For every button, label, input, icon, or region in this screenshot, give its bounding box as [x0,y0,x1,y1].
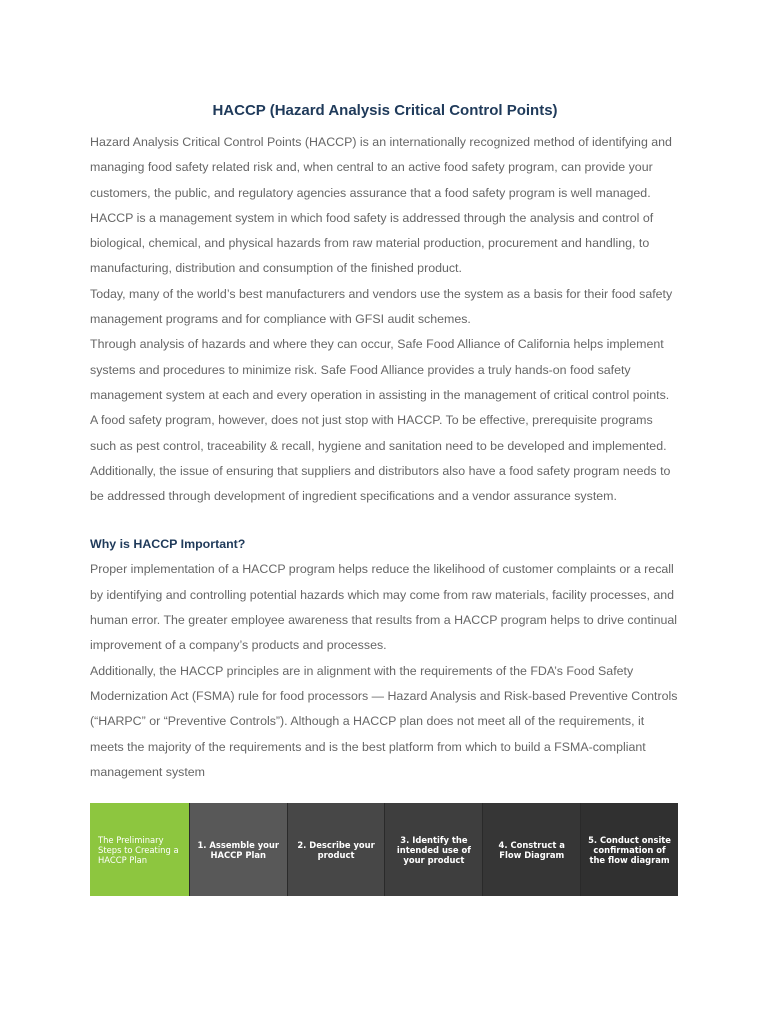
step-2-label: 2. Describe your product [288,803,386,896]
step-5-label: 5. Conduct onsite confirmation of the flow diagram [581,803,678,896]
step-1-label: 1. Assemble your HACCP Plan [190,803,288,896]
step-3-label: 3. Identify the intended use of your product [385,803,483,896]
step-4-label: 4. Construct a Flow Diagram [483,803,581,896]
title-expansion: (Hazard Analysis Critical Control Points) [265,102,558,119]
section-paragraph: Additionally, the HACCP principles are in alignment with the requirements of the FDA’s Food Safety Modernization Act (FSMA) rule for food processors — Hazard Analysis and Risk-based Preventive Controls (“HARPC” or “Preventive Controls”). Although a HACCP plan does not meet all of the requirements, it meets the majority of the requirements and is the best platform from which to build a FSMA-compliant management system [90,663,678,779]
intro-paragraph: Today, many of the world’s best manufacturers and vendors use the system as a basis for their food safety management programs and for compliance with GFSI audit schemes. [90,286,673,327]
haccp-steps-banner [90,803,678,896]
intro-paragraph: HACCP is a management system in which food safety is addressed through the analysis and control of biological, chemical, and physical hazards from raw material production, procurement and handling, to manufacturing, distribution and consumption of the finished product. [90,210,654,276]
intro-paragraph: Additionally, the issue of ensuring that suppliers and distributors also have a food safety program needs to be addressed through development of ingredient specifications and a vendor assurance system. [90,463,671,504]
section-heading: Why is HACCP Important? [90,537,246,552]
intro-paragraph: A food safety program, however, does not just stop with HACCP. To be effective, prerequisite programs such as pest control, traceability & recall, hygiene and sanitation need to be developed and implemented. [90,413,667,453]
section-paragraph: Proper implementation of a HACCP program helps reduce the likelihood of customer complaints or a recall by identifying and controlling potential hazards which may come from raw materials, facility processes, and human error. The greater employee awareness that results from a HACCP program helps to drive continual improvement of a company’s products and processes. [90,562,678,653]
intro-paragraph: Through analysis of hazards and where they can occur, Safe Food Alliance of California helps implement systems and procedures to minimize risk. Safe Food Alliance provides a truly hands-on food safety management system at each and every operation in assisting in the management of critical control points. [90,337,670,402]
title-acronym: HACCP [212,102,266,119]
steps-intro-label: The Preliminary Steps to Creating a HACCP Plan [90,803,190,896]
intro-paragraph: Hazard Analysis Critical Control Points (HACCP) is an internationally recognized method of identifying and managing food safety related risk and, when central to an active food safety program, can provide your customers, the public, and regulatory agencies assurance that a food safety program is well managed. [90,135,672,200]
document-page [90,100,680,785]
page-title [90,100,680,122]
